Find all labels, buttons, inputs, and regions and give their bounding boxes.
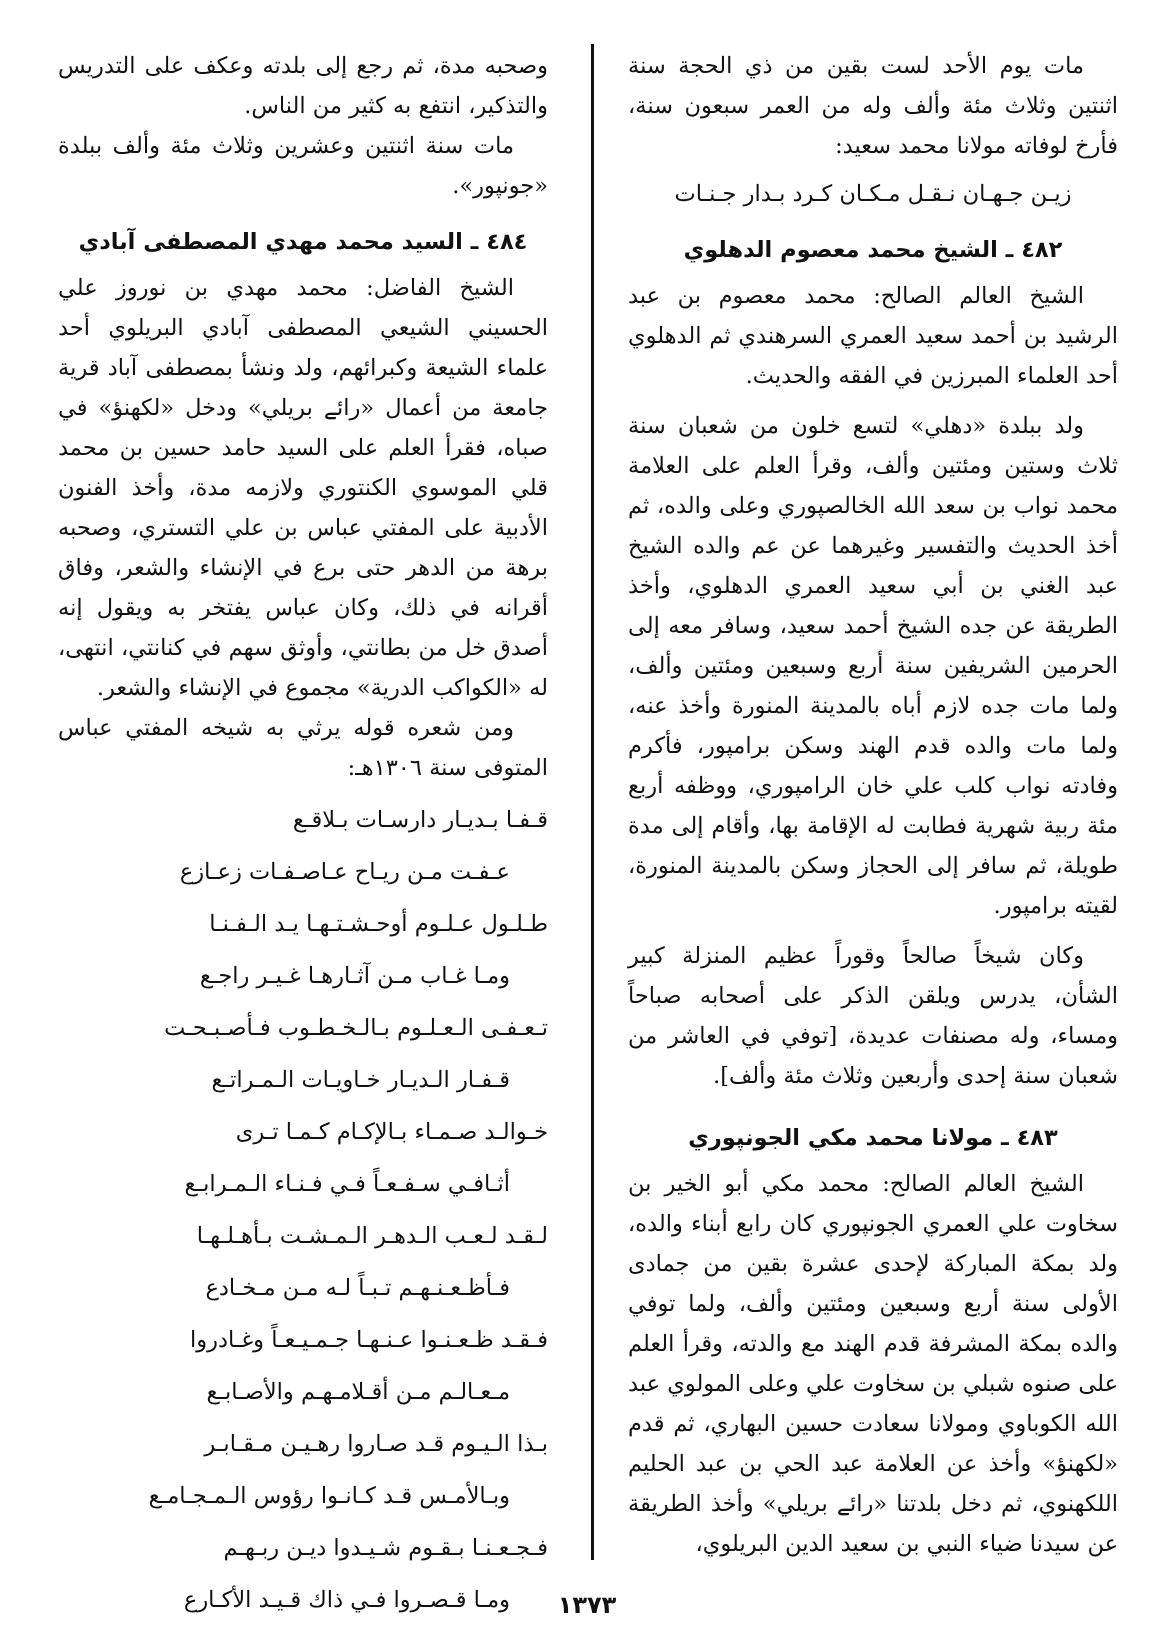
- verse-hemistich: فـقـد ظـعـنـوا عـنـهـا جـمـيـعـاً وغـادروا: [189, 1327, 548, 1353]
- verse-line: زيـن جـهـان نـقـل مـكـان كـرد بـدار جـنـات: [674, 181, 1072, 207]
- right-column: [628, 46, 1118, 1564]
- verse-hemistich: طـلـول عـلـوم أوحـشـتـهـا يـد الـفـنـا: [209, 911, 548, 937]
- verse-hemistich: قـفـار الـديـار خـاويـات الـمـراتـع: [211, 1067, 510, 1093]
- poem: [58, 794, 548, 1626]
- paragraph: وكان شيخاً صالحاً وقوراً عظيم المنزلة كبير الشأن، يدرس ويلقن الذكر على أصحابه صباحاً ومساء، وله مصنفات عديدة، [توفي في العاشر من شعبان سنة إحدى وأربعين وثلاث مئة وألف].: [628, 943, 1118, 1089]
- verse-hemistich: عـفـت مـن ريـاح عـاصـفـات زعـازع: [179, 859, 510, 885]
- entry-heading-484: ٤٨٤ ـ السيد محمد مهدي المصطفى آبادي: [78, 229, 528, 255]
- column-divider: [591, 44, 594, 1560]
- verse-hemistich: ومـا قـصـروا فـي ذاك قـيـد الأكـارع: [183, 1587, 510, 1613]
- paragraph: الشيخ الفاضل: محمد مهدي بن نوروز علي الحسيني الشيعي المصطفى آبادي البريلوي أحد علماء الشيعة وكبرائهم، ولد ونشأ بمصطفى آباد قرية جامعة من أعمال «رائے بريلي» ودخل «لكهنؤ» في صباه، فقرأ العلم على السيد حامد حسين بن محمد قلي الموسوي الكنتوري ولازمه مدة، وأخذ الفنون الأدبية على المفتي عباس بن علي التستري، وصحبه برهة من الدهر حتى برع في الإنشاء والشعر، وفاق أقرانه في ذلك، وكان عباس يفتخر به ويقول إنه أصدق خل من بطانتي، وأوثق سهم في كنانتي، انتهى، له «الكواكب الدرية» مجموع في الإنشاء والشعر.: [58, 275, 548, 701]
- left-column: [58, 46, 548, 1626]
- entry-heading-482: ٤٨٢ ـ الشيخ محمد معصوم الدهلوي: [683, 237, 1063, 263]
- paragraph: وصحبه مدة، ثم رجع إلى بلدته وعكف على التدريس والتذكير، انتفع به كثير من الناس.: [58, 53, 548, 119]
- verse-hemistich: أثـافـي سـفـعـاً فـي فـنـاء الـمـرابـع: [184, 1171, 510, 1197]
- verse-hemistich: خـوالـد صـمـاء بـالإكـام كـمـا تـرى: [235, 1119, 548, 1145]
- paragraph: الشيخ العالم الصالح: محمد مكي أبو الخير بن سخاوت علي العمري الجونپوري كان رابع أبناء والده، ولد بمكة المباركة لإحدى عشرة بقين من جمادى الأولى سنة أربع وسبعين ومئتين وألف، ولما توفي والده بمكة المشرفة قدم الهند مع والدته، وقرأ العلم على صنوه شبلي بن سخاوت علي وعلى المولوي عبد الله الكوباوي ومولانا سعادت حسين البهاري، ثم قدم «لكهنؤ» وأخذ عن العلامة عبد الحي بن عبد الحليم اللكهنوي، ثم دخل بلدتنا «رائے بريلي» وأخذ الطريقة عن سيدنا ضياء النبي بن سعيد الدين البريلوي،: [628, 1171, 1118, 1557]
- verse-hemistich: قـفـا بـديـار دارسـات بـلاقـع: [292, 807, 548, 833]
- paragraph: ولد ببلدة «دهلي» لتسع خلون من شعبان سنة ثلاث وستين ومئتين وألف، وقرأ العلم على العلامة محمد نواب بن سعد الله الخالصپوري وعلى والده، ثم أخذ الحديث والتفسير وغيرهما عن عم والده الشيخ عبد الغني بن أبي سعيد العمري الدهلوي، وأخذ الطريقة عن جده الشيخ أحمد سعيد، وسافر معه إلى الحرمين الشريفين سنة أربع وسبعين ومئتين وألف، ولما مات جده لازم أباه بالمدينة المنورة وأخذ عنه، ولما مات والده قدم الهند وسكن برامپور، فأكرم وفادته نواب كلب علي خان الرامپوري، ووظفه أربع مئة ربية شهرية فطابت له الإقامة بها، وأقام إلى مدة طويلة، ثم سافر إلى الحجاز وسكن بالمدينة المنورة، لقيته برامپور.: [628, 413, 1118, 919]
- paragraph: ومن شعره قوله يرثي به شيخه المفتي عباس المتوفى سنة ١٣٠٦هـ:: [58, 715, 548, 781]
- verse-hemistich: تـعـفـى الـعـلـوم بـالـخـطـوب فـأصـبـحـت: [164, 1015, 548, 1041]
- verse-hemistich: لـقـد لـعـب الـدهـر الـمـشـت بـأهـلـهـا: [196, 1223, 548, 1249]
- entry-heading-483: ٤٨٣ ـ مولانا محمد مكي الجونپوري: [688, 1125, 1058, 1151]
- verse-hemistich: وبـالأمـس قـد كـانـوا رؤوس الـمـجـامـع: [148, 1483, 510, 1509]
- verse-hemistich: ومـا غـاب مـن آثـارهـا غـيـر راجـع: [199, 963, 510, 989]
- paragraph: الشيخ العالم الصالح: محمد معصوم بن عبد الرشيد بن أحمد سعيد العمري السرهندي ثم الدهلوي أحد العلماء المبرزين في الفقه والحديث.: [628, 283, 1118, 389]
- verse-hemistich: بـذا الـيـوم قـد صـاروا رهـيـن مـقـابـر: [204, 1431, 548, 1457]
- verse-hemistich: مـعـالـم مـن أقـلامـهـم والأصـابـع: [206, 1379, 510, 1405]
- page-number: ١٣٧٣: [557, 1591, 617, 1619]
- paragraph: مات يوم الأحد لست بقين من ذي الحجة سنة اثنتين وثلاث مئة وألف وله من العمر سبعون سنة، فأرخ لوفاته مولانا محمد سعيد:: [628, 53, 1118, 159]
- verse-hemistich: فـجـعـنـا بـقـوم شـيـدوا ديـن ربـهـم: [223, 1535, 548, 1561]
- paragraph: مات سنة اثنتين وعشرين وثلاث مئة وألف ببلدة «جونپور».: [58, 133, 548, 199]
- verse-hemistich: فـأظـعـنـهـم تـبـاً لـه مـن مـخـادع: [205, 1275, 510, 1301]
